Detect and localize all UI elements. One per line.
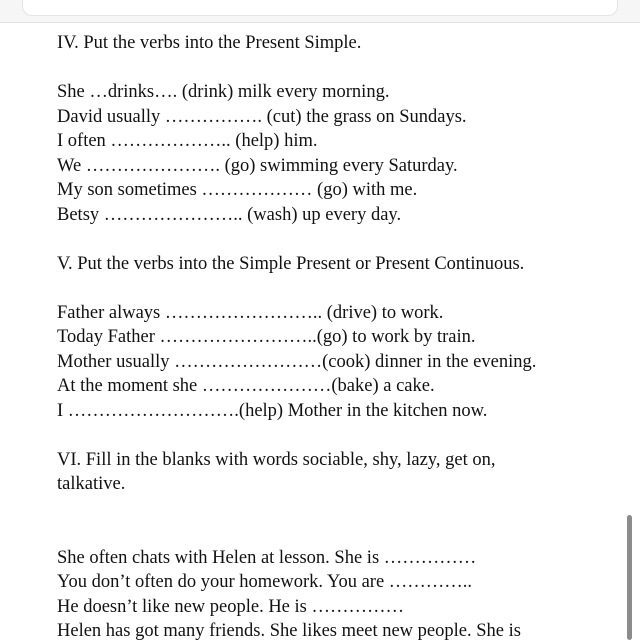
exercise-line: Betsy ………………….. (wash) up every day.: [57, 204, 402, 225]
exercise-line: My son sometimes ……………… (go) with me.: [57, 180, 418, 200]
section-4-heading: IV. Put the verbs into the Present Simple.: [57, 33, 362, 53]
section-5-heading: V. Put the verbs into the Simple Present or Present Continuous.: [57, 253, 525, 274]
spacer: [57, 423, 617, 448]
exercise-line: Helen has got many friends. She likes meet new people. She is: [57, 621, 521, 640]
section-6-heading: VI. Fill in the blanks with words sociable, shy, lazy, get on,: [57, 449, 496, 470]
top-toolbar: [0, 0, 640, 23]
exercise-line: Mother usually ……………………(cook) dinner in the evening.: [57, 351, 537, 372]
exercise-line: At the moment she …………………(bake) a cake.: [57, 376, 435, 396]
top-toolbar-panel: [22, 0, 618, 16]
spacer: [57, 497, 617, 546]
spacer: [57, 56, 617, 81]
exercise-line: I ……………………….(help) Mother in the kitchen now.: [57, 400, 488, 421]
worksheet-page: [57, 31, 617, 640]
spacer: [57, 227, 617, 252]
exercise-line: You don’t often do your homework. You are …………..: [57, 572, 473, 592]
exercise-line: She often chats with Helen at lesson. She is ……………: [57, 547, 477, 568]
spacer: [57, 276, 617, 301]
exercise-line: She …drinks…. (drink) milk every morning.: [57, 82, 390, 102]
vertical-scrollbar-thumb[interactable]: [627, 515, 632, 640]
exercise-line: He doesn’t like new people. He is ……………: [57, 596, 404, 617]
exercise-line: Father always …………………….. (drive) to work.: [57, 302, 444, 323]
exercise-line: Today Father ……………………..(go) to work by train.: [57, 327, 476, 347]
exercise-line: David usually ……………. (cut) the grass on Sundays.: [57, 106, 467, 127]
section-6-heading-continued: talkative.: [57, 474, 126, 494]
exercise-line: I often ……………….. (help) him.: [57, 131, 318, 151]
exercise-line: We …………………. (go) swimming every Saturday.: [57, 155, 458, 176]
